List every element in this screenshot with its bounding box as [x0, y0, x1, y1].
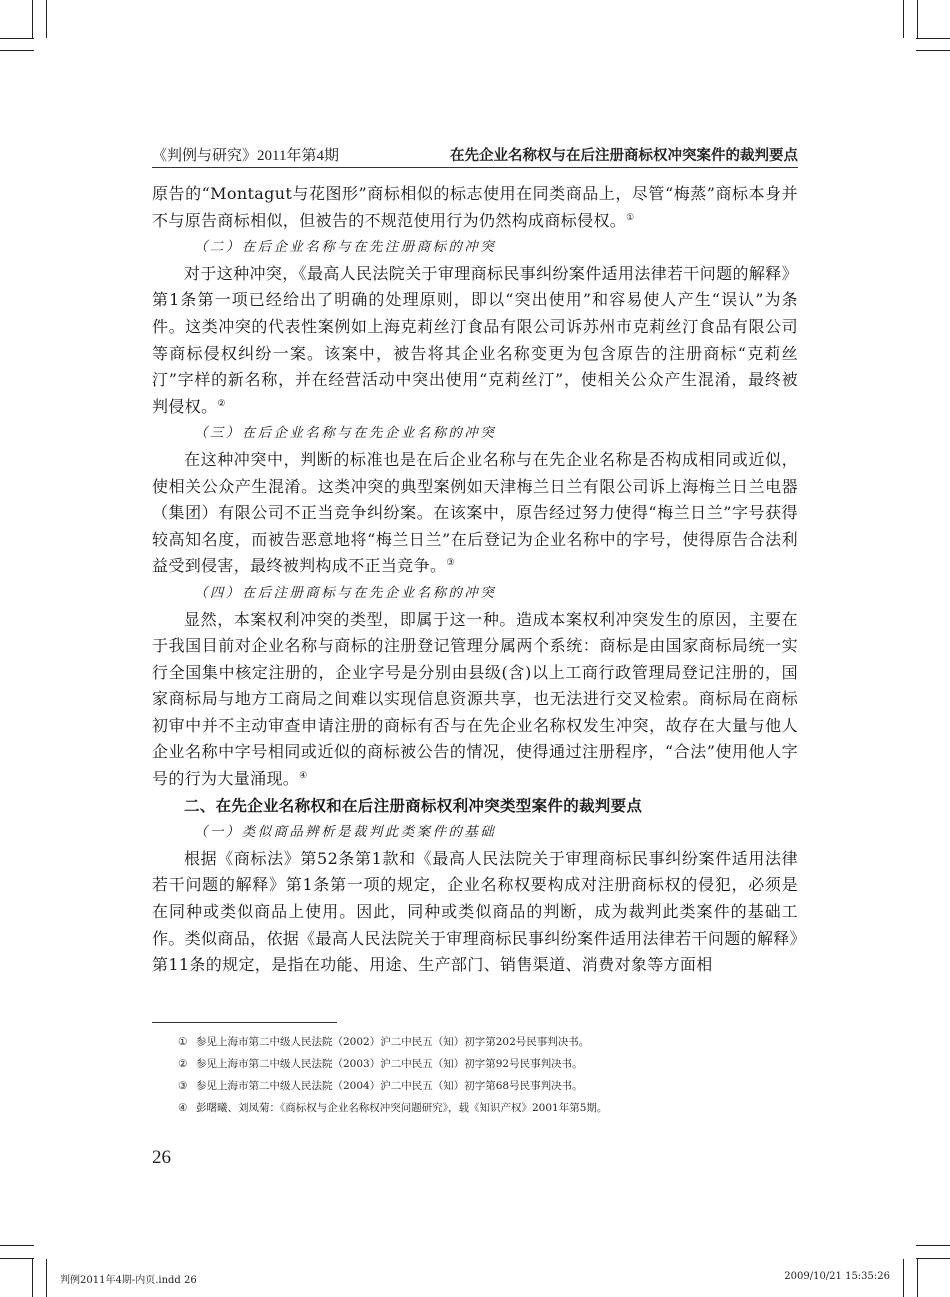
footnote: [178, 1053, 798, 1075]
paragraph-text: 对于这种冲突，《最高人民法院关于审理商标民事纠纷案件适用法律若干问题的解释》第1条第一项已经给出了明确的处理原则，即以“突出使用”和容易使人产生“误认”为条件。这类冲突的代表性案例如上海克莉丝汀食品有限公司诉苏州市克莉丝汀食品有限公司等商标侵权纠纷一案。该案中，被告将其企业名称变更为包含原告的注册商标“克莉丝汀”字样的新名称，并在经营活动中突出使用“克莉丝汀”，使相关公众产生混淆，最终被判侵权。: [152, 263, 798, 416]
section-subheading: [152, 580, 798, 607]
section-subheading: [152, 234, 798, 261]
paragraph-text: 显然，本案权利冲突的类型，即属于这一种。造成本案权利冲突发生的原因，主要在于我国目前对企业名称与商标的注册登记管理分属两个系统：商标是由国家商标局统一实行全国集中核定注册的，企业字号是分别由县级(含)以上工商行政管理局登记注册的，国家商标局与地方工商局之间难以实现信息资源共享，也无法进行交叉检索。商标局在商标初审中并不主动审查申请注册的商标有否与在先企业名称权发生冲突，故存在大量与他人企业名称中字号相同或近似的商标被公告的情况，使得通过注册程序，“合法”使用他人字号的行为大量涌现。: [152, 609, 798, 789]
paragraph-text: （一）类似商品辨析是裁判此类案件的基础: [194, 824, 497, 841]
footnotes: [178, 1031, 798, 1119]
footnote-text: 彭曙曦、刘凤菊：《商标权与企业名称权冲突问题研究》，载《知识产权》2001年第5期。: [196, 1102, 608, 1114]
footnote-mark: ②: [178, 1058, 188, 1070]
paragraph-text: （四）在后注册商标与在先企业名称的冲突: [194, 584, 497, 601]
footnote-ref[interactable]: ②: [217, 398, 226, 409]
paragraph-text: 根据《商标法》第52条第1款和《最高人民法院关于审理商标民事纠纷案件适用法律若干问题的解释》第1条第一项的规定，企业名称权要构成对注册商标权的侵犯，必须是在同种或类似商品上使用。因此，同种或类似商品的判断，成为裁判此类案件的基础工作。类似商品，依据《最高人民法院关于审理商标民事纠纷案件适用法律若干问题的解释》第11条的规定，是指在功能、用途、生产部门、销售渠道、消费对象等方面相: [152, 848, 799, 975]
body-text: [152, 181, 798, 979]
paragraph-text: （二）在后企业名称与在先注册商标的冲突: [194, 239, 497, 256]
paragraph: [152, 181, 798, 234]
footnote-mark: ④: [178, 1102, 188, 1114]
footnote-ref[interactable]: ①: [626, 212, 635, 223]
footnote: [178, 1075, 798, 1097]
paragraph-text: （三）在后企业名称与在先企业名称的冲突: [194, 425, 497, 442]
footnote-text: 参见上海市第二中级人民法院（2004）沪二中民五（知）初字第68号民事判决书。: [196, 1080, 583, 1092]
paragraph: [152, 261, 798, 421]
paragraph-text: 二、在先企业名称权和在后注册商标权利冲突类型案件的裁判要点: [184, 796, 643, 815]
paragraph-text: 在这种冲突中，判断的标准也是在后企业名称与在先企业名称是否构成相同或近似，使相关公众产生混淆。这类冲突的典型案例如天津梅兰日兰有限公司诉上海梅兰日兰电器（集团）有限公司不正当竞争纠纷案。在该案中，原告经过努力使得“梅兰日兰”字号获得较高知名度，而被告恶意地将“梅兰日兰”在后登记为企业名称中的字号，使得原告合法利益受到侵害，最终被判构成不正当竞争。: [152, 449, 798, 576]
footnote-ref[interactable]: ③: [446, 558, 455, 569]
slug-filename: 判例2011年4期-内页.indd 26: [60, 1275, 197, 1286]
running-header-title: 在先企业名称权与在后注册商标权冲突案件的裁判要点: [450, 148, 798, 164]
section-heading: [152, 793, 798, 820]
page-number: 26: [152, 1147, 171, 1168]
paragraph: [152, 447, 798, 580]
running-header-journal: 《判例与研究》2011年第4期: [152, 148, 339, 164]
footnote: [178, 1031, 798, 1053]
paragraph: [152, 846, 798, 979]
footnote-rule: [152, 1022, 337, 1023]
section-subheading: [152, 420, 798, 447]
section-subheading: [152, 819, 798, 846]
footnote-mark: ①: [178, 1036, 188, 1048]
paragraph: [152, 607, 798, 793]
footnote-text: 参见上海市第二中级人民法院（2003）沪二中民五（知）初字第92号民事判决书。: [196, 1058, 583, 1070]
footnote-ref[interactable]: ④: [299, 771, 308, 782]
footnote-mark: ③: [178, 1080, 188, 1092]
paragraph-text: 原告的“Montagut与花图形”商标相似的标志使用在同类商品上，尽管“梅蒸”商标本身并不与原告商标相似，但被告的不规范使用行为仍然构成商标侵权。: [152, 184, 798, 230]
header-rule: [152, 167, 798, 168]
slug-timestamp: 2009/10/21 15:35:26: [784, 1271, 890, 1282]
footnote-text: 参见上海市第二中级人民法院（2002）沪二中民五（知）初字第202号民事判决书。: [196, 1036, 590, 1048]
footnote: [178, 1097, 798, 1119]
